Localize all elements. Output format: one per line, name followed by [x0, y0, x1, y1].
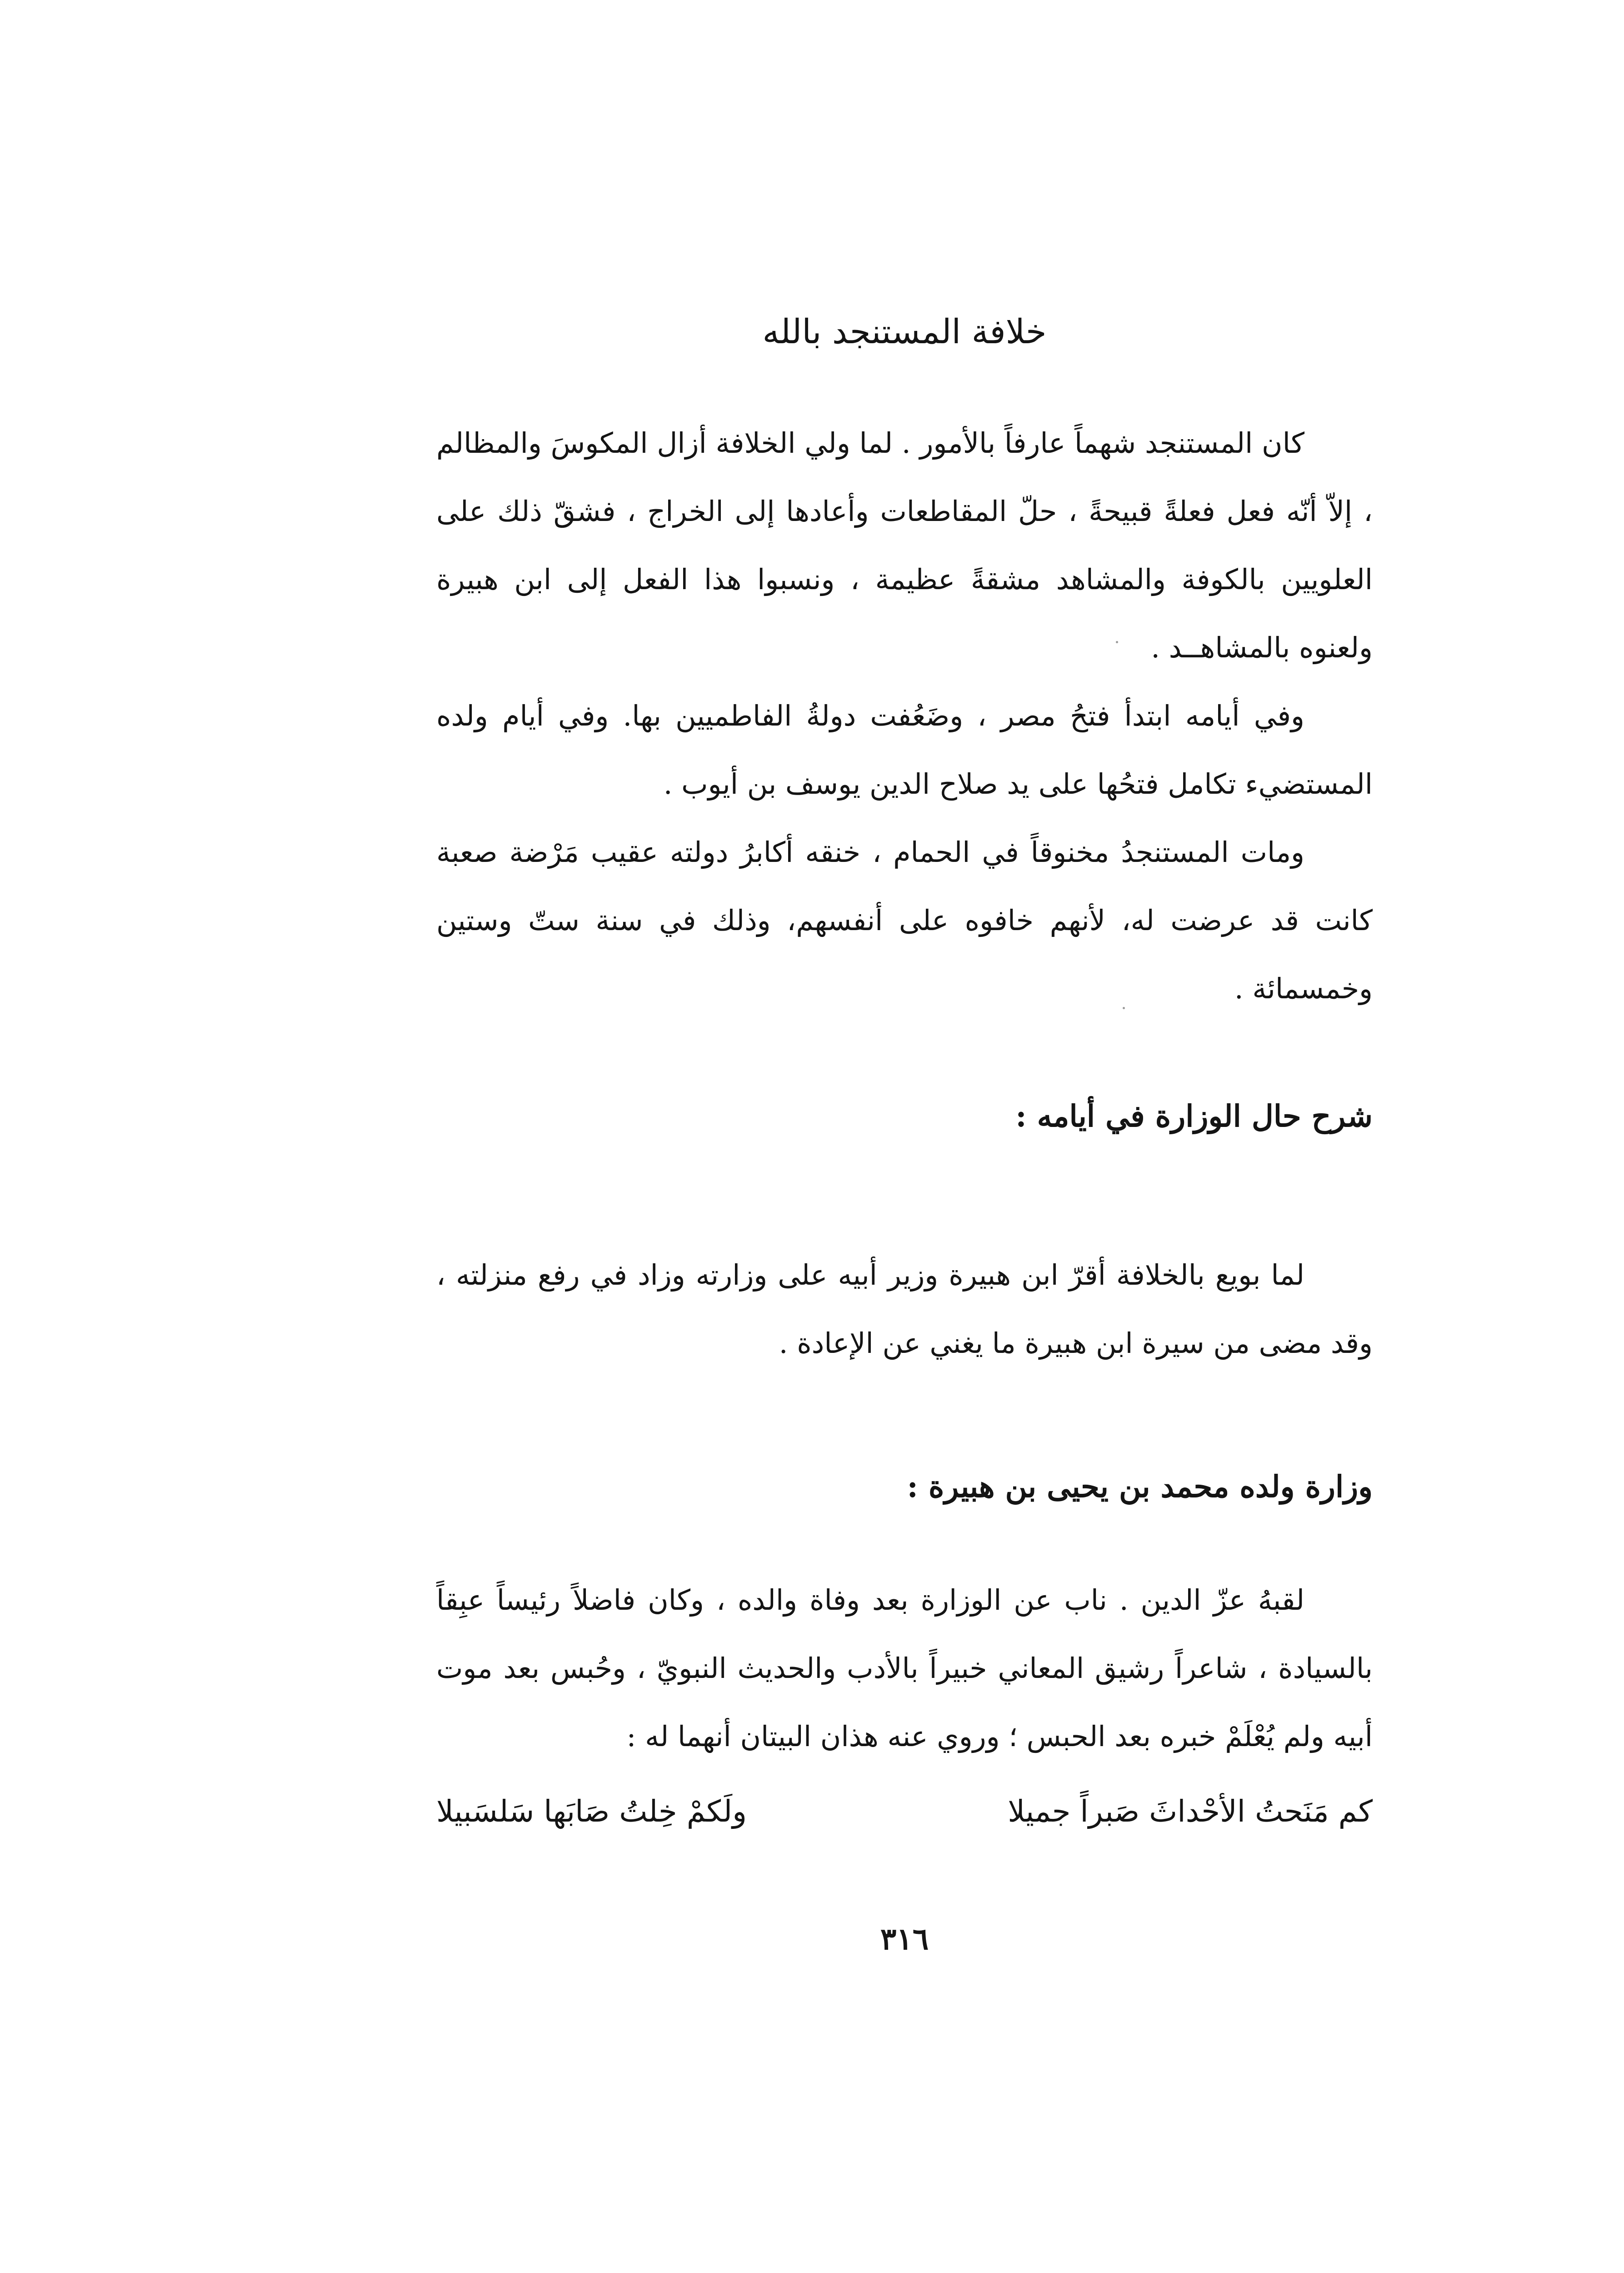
vizarat-section: [436, 1241, 1373, 1377]
scan-speck: [1123, 1007, 1125, 1009]
scan-speck: [1116, 641, 1118, 643]
section-heading-vizarat: شرح حال الوزارة في أيامه :: [1015, 1098, 1373, 1134]
paragraph-death-of-mustanjid: ومات المستنجدُ مخنوقاً في الحمام ، خنقه أكابرُ دولته عقيب مَرْضة صعبة كانت قد عرضت له، لأنهم خافوه على أنفسهم، وذلك في سنة ستّ وستين وخمسمائة .: [436, 836, 1373, 1005]
paragraph-mustanjid-reign: كان المستنجد شهماً عارفاً بالأمور . لما ولي الخلافة أزال المكوسَ والمظالم ، إلاّ أنّه فعل فعلةً قبيحةً ، حلّ المقاطعات وأعادها إلى الخراج ، فشقّ ذلك على العلويين بالكوفة والمشاهد مشقةً عظيمة ، ونسبوا هذا الفعل إلى ابن هبيرة ولعنوه بالمشاهــد .: [436, 426, 1373, 664]
verse-second-hemistich: ولَكمْ خِلتُ صَابَها سَلسَبيلا: [436, 1794, 747, 1829]
verse-couplet: [436, 1780, 1373, 1843]
page-title: خلافة المستنجد بالله: [762, 312, 1047, 351]
paragraph-vizarat: لما بويع بالخلافة أقرّ ابن هبيرة وزير أبيه على وزارته وزاد في رفع منزلته ، وقد مضى من سيرة ابن هبيرة ما يغني عن الإعادة .: [436, 1258, 1373, 1360]
paragraph-conquest-of-egypt: وفي أيامه ابتدأ فتحُ مصر ، وضَعُفت دولةُ الفاطميين بها. وفي أيام ولده المستضيء تكامل فتحُها على يد صلاح الدين يوسف بن أيوب .: [436, 699, 1373, 801]
section-heading-son-vizarat: وزارة ولده محمد بن يحيى بن هبيرة :: [907, 1469, 1373, 1504]
intro-section: [436, 409, 1373, 1023]
paragraph-son-biography: لقبهُ عزّ الدين . ناب عن الوزارة بعد وفاة والده ، وكان فاضلاً رئيساً عبِقاً بالسيادة ، شاعراً رشيق المعاني خبيراً بالأدب والحديث النبويّ ، وحُبس بعد موت أبيه ولم يُعْلَمْ خبره بعد الحبس ؛ وروي عنه هذان البيتان أنهما له :: [436, 1583, 1373, 1753]
verse-first-hemistich: كم مَنَحتُ الأحْداثَ صَبراً جميلا: [1008, 1794, 1373, 1829]
page-number: ٣١٦: [880, 1921, 929, 1957]
